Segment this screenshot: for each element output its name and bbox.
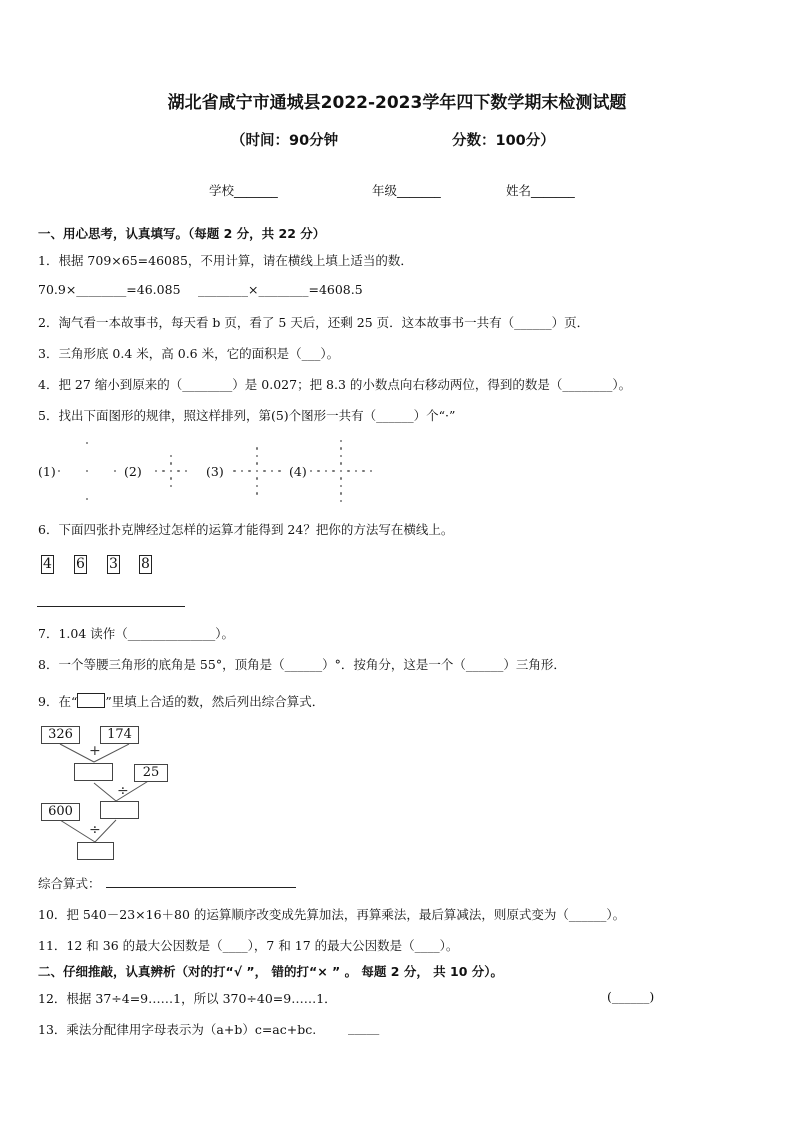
pattern-label-1: (1) [38,464,56,479]
pattern-dot [256,477,258,479]
question-1: 1．根据 709×65=46085，不用计算，请在横线上填上适当的数． [38,253,413,268]
question-9-suffix: ”里填上合适的数，然后列出综合算式． [105,694,325,709]
pattern-dot [340,447,342,449]
divide-operator-1: ÷ [117,783,129,799]
pattern-dot [370,470,372,472]
question-6: 6．下面四张扑克牌经过怎样的运算才能得到 24？把你的方法写在横线上。 [38,522,454,537]
plus-operator: + [89,743,101,759]
section-one-heading: 一、用心思考，认真填写。（每题 2 分，共 22 分） [38,226,326,241]
pattern-dot [256,447,258,449]
pattern-dot [340,485,342,487]
flow-box-blank-3[interactable] [77,842,114,860]
section-two-heading: 二、仔细推敲，认真辨析（对的打“√ ”， 错的打“× ” 。 每题 2 分， 共 10 分）。 [38,964,504,979]
pattern-dot [332,470,334,472]
question-1-blank-b[interactable]: ________×________=4608.5 [198,282,363,297]
school-field[interactable]: 学校_______ [209,183,278,198]
pattern-dot [271,470,273,472]
pattern-dot [256,492,258,494]
flow-box-blank-1[interactable] [74,763,113,781]
question-4: 4．把 27 缩小到原来的（________）是 0.027；把 8.3 的小数点向右移动两位，得到的数是（________）。 [38,377,632,392]
pattern-dot [317,470,319,472]
pattern-dot [233,470,235,472]
question-13-answer-blank[interactable]: _____ [348,1020,380,1035]
pattern-dot [340,455,342,457]
pattern-dot [278,470,280,472]
page-title: 湖北省咸宁市通城县2022-2023学年四下数学期末检测试题 [167,93,627,113]
pattern-label-4: (4) [289,464,307,479]
flow-box-600: 600 [41,803,80,821]
pattern-label-3: (3) [206,464,224,479]
question-13-text: 13．乘法分配律用字母表示为（a+b）c=ac+bc. [38,1022,317,1037]
flow-box-blank-2[interactable] [100,801,139,819]
flow-box-174: 174 [100,726,139,744]
question-2: 2．淘气看一本故事书，每天看 b 页，看了 5 天后，还剩 25 页．这本故事书一共有（______）页． [38,315,590,330]
question-12-answer-blank[interactable]: (______) [607,989,655,1004]
pattern-dot [347,470,349,472]
question-1-blank-a[interactable]: 70.9×________=46.085 [38,282,181,297]
combined-formula-label: 综合算式： [38,876,101,891]
pattern-dot [340,470,342,472]
flow-box-326: 326 [41,726,80,744]
pattern-dot [355,470,357,472]
combined-formula-line[interactable] [106,887,296,888]
pattern-dot [310,470,312,472]
pattern-dot [256,470,258,472]
pattern-dot [256,455,258,457]
playing-card-4: 8 [139,555,152,574]
pattern-dot [263,470,265,472]
pattern-dot [340,440,342,442]
question-3: 3．三角形底 0.4 米，高 0.6 米，它的面积是（___）。 [38,346,340,361]
divide-operator-2: ÷ [89,822,101,838]
pattern-dot [340,492,342,494]
playing-card-1: 4 [41,555,54,574]
pattern-dot [256,462,258,464]
pattern-dot [340,477,342,479]
question-10: 10．把 540－23×16＋80 的运算顺序改变成先算加法，再算乘法，最后算减法，则原式变为（______）。 [38,907,626,922]
question-9-prefix: 9．在“ [38,694,78,709]
pattern-dot [248,470,250,472]
pattern-dot [256,485,258,487]
pattern-dot [241,470,243,472]
pattern-dot [340,500,342,502]
exam-score: 分数：100分） [452,133,555,149]
flow-box-25: 25 [134,764,168,782]
pattern-dot [340,462,342,464]
exam-time: （时间：90分钟 [231,133,339,149]
question-7: 7．1.04 读作（______________）。 [38,626,235,641]
playing-card-3: 3 [107,555,120,574]
question-8: 8．一个等腰三角形的底角是 55°，顶角是（______）°．按角分，这是一个（______）三角形． [38,657,566,672]
playing-card-2: 6 [74,555,87,574]
pattern-dot [362,470,364,472]
question-12: 12．根据 37÷4=9……1，所以 370÷40=9……1． [38,991,337,1006]
question-5: 5．找出下面图形的规律，照这样排列，第(5)个图形一共有（______）个“·” [38,408,456,423]
question-11: 11．12 和 36 的最大公因数是（____），7 和 17 的最大公因数是（____）。 [38,938,459,953]
pattern-label-2: (2) [124,464,142,479]
grade-field[interactable]: 年级_______ [372,183,441,198]
name-field[interactable]: 姓名_______ [506,183,575,198]
pattern-dot [325,470,327,472]
